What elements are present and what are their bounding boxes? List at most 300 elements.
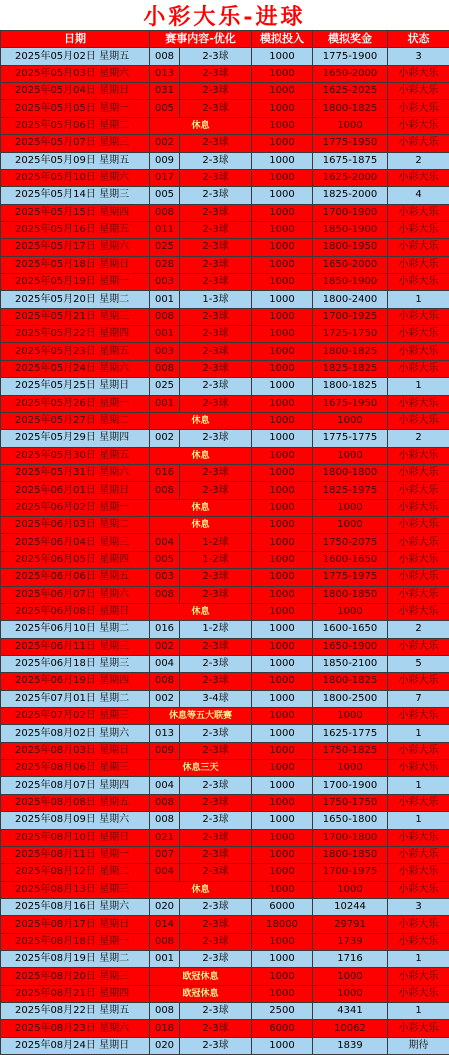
row-goal-range: 2-3球 bbox=[180, 256, 252, 273]
row-date: 2025年08月07日 星期四 bbox=[1, 777, 150, 794]
row-date: 2025年08月11日 星期一 bbox=[1, 846, 150, 863]
row-stake: 1000 bbox=[252, 551, 313, 568]
row-match-number: 008 bbox=[150, 360, 180, 377]
row-stake: 1000 bbox=[252, 135, 313, 152]
row-status: 期待 bbox=[388, 1037, 449, 1054]
table-row bbox=[1, 274, 449, 291]
row-stake: 1000 bbox=[252, 83, 313, 100]
row-goal-range: 2-3球 bbox=[180, 742, 252, 759]
table-row bbox=[1, 326, 449, 343]
row-stake: 18000 bbox=[252, 916, 313, 933]
row-date: 2025年05月23日 星期五 bbox=[1, 343, 150, 360]
row-date: 2025年08月03日 星期日 bbox=[1, 742, 150, 759]
row-rest-note: 休息 bbox=[150, 499, 252, 516]
row-status: 小彩大乐 bbox=[388, 308, 449, 325]
row-prize: 1000 bbox=[313, 881, 388, 898]
row-prize: 1600-1650 bbox=[313, 621, 388, 638]
row-goal-range: 2-3球 bbox=[180, 152, 252, 169]
table-row bbox=[1, 742, 449, 759]
row-match-number: 009 bbox=[150, 152, 180, 169]
row-stake: 1000 bbox=[252, 239, 313, 256]
row-date: 2025年05月09日 星期五 bbox=[1, 152, 150, 169]
row-prize: 1000 bbox=[313, 985, 388, 1002]
row-match-number: 008 bbox=[150, 48, 180, 65]
row-match-number: 005 bbox=[150, 100, 180, 117]
row-match-number: 002 bbox=[150, 690, 180, 707]
row-prize: 1000 bbox=[313, 412, 388, 429]
row-stake: 1000 bbox=[252, 725, 313, 742]
row-rest-note: 休息 bbox=[150, 412, 252, 429]
table-row bbox=[1, 603, 449, 620]
table-row bbox=[1, 221, 449, 238]
row-date: 2025年05月20日 星期二 bbox=[1, 291, 150, 308]
row-stake: 1000 bbox=[252, 274, 313, 291]
row-status: 小彩大乐 bbox=[388, 864, 449, 881]
row-prize: 1000 bbox=[313, 517, 388, 534]
row-date: 2025年07月02日 星期三 bbox=[1, 708, 150, 725]
row-match-number: 008 bbox=[150, 482, 180, 499]
row-stake: 1000 bbox=[252, 621, 313, 638]
table-row bbox=[1, 829, 449, 846]
row-prize: 1000 bbox=[313, 499, 388, 516]
row-goal-range: 2-3球 bbox=[180, 274, 252, 291]
row-stake: 1000 bbox=[252, 777, 313, 794]
row-date: 2025年05月18日 星期日 bbox=[1, 256, 150, 273]
row-prize: 1850-2100 bbox=[313, 655, 388, 672]
row-match-number: 005 bbox=[150, 187, 180, 204]
row-goal-range: 2-3球 bbox=[180, 829, 252, 846]
row-goal-range: 2-3球 bbox=[180, 846, 252, 863]
row-status: 小彩大乐 bbox=[388, 274, 449, 291]
table-row bbox=[1, 777, 449, 794]
row-status: 1 bbox=[388, 378, 449, 395]
row-match-number: 004 bbox=[150, 655, 180, 672]
row-goal-range: 2-3球 bbox=[180, 933, 252, 950]
row-stake: 1000 bbox=[252, 256, 313, 273]
row-date: 2025年06月10日 星期二 bbox=[1, 621, 150, 638]
sheet-title-bar bbox=[0, 0, 449, 30]
row-stake: 1000 bbox=[252, 48, 313, 65]
row-prize: 1800-1850 bbox=[313, 846, 388, 863]
row-goal-range: 2-3球 bbox=[180, 83, 252, 100]
row-match-number: 005 bbox=[150, 551, 180, 568]
row-date: 2025年05月19日 星期一 bbox=[1, 274, 150, 291]
row-prize: 1650-1900 bbox=[313, 638, 388, 655]
row-date: 2025年05月21日 星期三 bbox=[1, 308, 150, 325]
row-stake: 1000 bbox=[252, 846, 313, 863]
header-date: 日期 bbox=[1, 31, 150, 48]
row-goal-range: 2-3球 bbox=[180, 326, 252, 343]
table-row bbox=[1, 586, 449, 603]
table-row bbox=[1, 187, 449, 204]
row-goal-range: 2-3球 bbox=[180, 482, 252, 499]
row-prize: 1825-1825 bbox=[313, 360, 388, 377]
row-stake: 1000 bbox=[252, 708, 313, 725]
row-status: 小彩大乐 bbox=[388, 169, 449, 186]
row-match-number: 003 bbox=[150, 343, 180, 360]
row-goal-range: 2-3球 bbox=[180, 308, 252, 325]
table-row bbox=[1, 569, 449, 586]
row-rest-note: 休息等五大联赛 bbox=[150, 708, 252, 725]
row-stake: 1000 bbox=[252, 430, 313, 447]
row-date: 2025年07月01日 星期二 bbox=[1, 690, 150, 707]
table-row bbox=[1, 690, 449, 707]
row-rest-note: 休息 bbox=[150, 517, 252, 534]
row-goal-range: 2-3球 bbox=[180, 638, 252, 655]
row-status: 小彩大乐 bbox=[388, 360, 449, 377]
header-prize: 模拟奖金 bbox=[313, 31, 388, 48]
row-stake: 1000 bbox=[252, 117, 313, 134]
row-date: 2025年08月02日 星期六 bbox=[1, 725, 150, 742]
table-row bbox=[1, 343, 449, 360]
row-date: 2025年05月29日 星期四 bbox=[1, 430, 150, 447]
row-goal-range: 2-3球 bbox=[180, 204, 252, 221]
row-goal-range: 2-3球 bbox=[180, 169, 252, 186]
row-prize: 1600-1650 bbox=[313, 551, 388, 568]
row-status: 小彩大乐 bbox=[388, 673, 449, 690]
row-stake: 1000 bbox=[252, 760, 313, 777]
row-match-number: 008 bbox=[150, 933, 180, 950]
row-match-number: 008 bbox=[150, 204, 180, 221]
row-match-number: 020 bbox=[150, 1037, 180, 1054]
row-stake: 1000 bbox=[252, 447, 313, 464]
header-event: 赛事内容-优化 bbox=[150, 31, 252, 48]
row-date: 2025年08月19日 星期二 bbox=[1, 951, 150, 968]
row-status: 小彩大乐 bbox=[388, 256, 449, 273]
row-date: 2025年08月08日 星期五 bbox=[1, 794, 150, 811]
row-stake: 1000 bbox=[252, 308, 313, 325]
row-match-number: 002 bbox=[150, 135, 180, 152]
row-match-number: 025 bbox=[150, 239, 180, 256]
row-prize: 1775-1975 bbox=[313, 569, 388, 586]
row-match-number: 008 bbox=[150, 794, 180, 811]
table-row bbox=[1, 760, 449, 777]
row-stake: 1000 bbox=[252, 864, 313, 881]
row-prize: 1000 bbox=[313, 708, 388, 725]
row-status: 小彩大乐 bbox=[388, 412, 449, 429]
row-match-number: 002 bbox=[150, 430, 180, 447]
table-row bbox=[1, 412, 449, 429]
row-status: 小彩大乐 bbox=[388, 464, 449, 481]
row-goal-range: 2-3球 bbox=[180, 65, 252, 82]
row-status: 小彩大乐 bbox=[388, 100, 449, 117]
row-match-number: 018 bbox=[150, 1020, 180, 1037]
row-stake: 1000 bbox=[252, 985, 313, 1002]
table-row bbox=[1, 117, 449, 134]
row-status: 小彩大乐 bbox=[388, 638, 449, 655]
row-date: 2025年05月05日 星期一 bbox=[1, 100, 150, 117]
table-row bbox=[1, 447, 449, 464]
row-stake: 2500 bbox=[252, 1003, 313, 1020]
row-match-number: 031 bbox=[150, 83, 180, 100]
row-goal-range: 2-3球 bbox=[180, 395, 252, 412]
row-rest-note: 休息 bbox=[150, 881, 252, 898]
table-row bbox=[1, 464, 449, 481]
row-status: 小彩大乐 bbox=[388, 985, 449, 1002]
row-goal-range: 2-3球 bbox=[180, 812, 252, 829]
row-goal-range: 2-3球 bbox=[180, 777, 252, 794]
table-row bbox=[1, 169, 449, 186]
table-row bbox=[1, 378, 449, 395]
row-stake: 1000 bbox=[252, 464, 313, 481]
row-prize: 4341 bbox=[313, 1003, 388, 1020]
row-status: 小彩大乐 bbox=[388, 846, 449, 863]
row-goal-range: 2-3球 bbox=[180, 221, 252, 238]
table-row bbox=[1, 812, 449, 829]
records-body bbox=[1, 48, 449, 1055]
row-match-number: 003 bbox=[150, 274, 180, 291]
row-date: 2025年08月23日 星期六 bbox=[1, 1020, 150, 1037]
row-date: 2025年05月16日 星期五 bbox=[1, 221, 150, 238]
row-stake: 1000 bbox=[252, 482, 313, 499]
row-goal-range: 2-3球 bbox=[180, 464, 252, 481]
header-stake: 模拟投入 bbox=[252, 31, 313, 48]
row-status: 3 bbox=[388, 898, 449, 915]
row-match-number: 028 bbox=[150, 256, 180, 273]
row-goal-range: 1-2球 bbox=[180, 621, 252, 638]
row-stake: 1000 bbox=[252, 829, 313, 846]
row-date: 2025年06月07日 星期六 bbox=[1, 586, 150, 603]
row-status: 1 bbox=[388, 777, 449, 794]
row-status: 小彩大乐 bbox=[388, 742, 449, 759]
row-stake: 1000 bbox=[252, 881, 313, 898]
row-status: 小彩大乐 bbox=[388, 829, 449, 846]
table-row bbox=[1, 1037, 449, 1054]
row-status: 1 bbox=[388, 951, 449, 968]
row-stake: 1000 bbox=[252, 395, 313, 412]
row-date: 2025年06月04日 星期三 bbox=[1, 534, 150, 551]
table-row bbox=[1, 725, 449, 742]
table-row bbox=[1, 360, 449, 377]
row-prize: 1000 bbox=[313, 968, 388, 985]
table-row bbox=[1, 881, 449, 898]
row-stake: 1000 bbox=[252, 603, 313, 620]
row-goal-range: 2-3球 bbox=[180, 864, 252, 881]
row-prize: 1675-1950 bbox=[313, 395, 388, 412]
row-match-number: 008 bbox=[150, 586, 180, 603]
row-goal-range: 2-3球 bbox=[180, 1020, 252, 1037]
row-goal-range: 2-3球 bbox=[180, 916, 252, 933]
row-goal-range: 2-3球 bbox=[180, 673, 252, 690]
row-match-number: 008 bbox=[150, 812, 180, 829]
row-date: 2025年05月31日 星期六 bbox=[1, 464, 150, 481]
row-date: 2025年08月10日 星期日 bbox=[1, 829, 150, 846]
table-row bbox=[1, 638, 449, 655]
row-status: 2 bbox=[388, 621, 449, 638]
row-stake: 1000 bbox=[252, 499, 313, 516]
row-stake: 1000 bbox=[252, 673, 313, 690]
row-date: 2025年08月21日 星期四 bbox=[1, 985, 150, 1002]
row-prize: 1716 bbox=[313, 951, 388, 968]
row-date: 2025年05月24日 星期六 bbox=[1, 360, 150, 377]
row-match-number: 001 bbox=[150, 291, 180, 308]
row-date: 2025年06月03日 星期二 bbox=[1, 517, 150, 534]
row-prize: 1000 bbox=[313, 447, 388, 464]
table-row bbox=[1, 83, 449, 100]
row-status: 小彩大乐 bbox=[388, 794, 449, 811]
table-row bbox=[1, 204, 449, 221]
row-match-number: 001 bbox=[150, 326, 180, 343]
row-status: 3 bbox=[388, 48, 449, 65]
row-stake: 1000 bbox=[252, 933, 313, 950]
row-status: 小彩大乐 bbox=[388, 117, 449, 134]
row-prize: 10062 bbox=[313, 1020, 388, 1037]
row-goal-range: 2-3球 bbox=[180, 343, 252, 360]
row-stake: 1000 bbox=[252, 794, 313, 811]
table-row bbox=[1, 1020, 449, 1037]
row-status: 小彩大乐 bbox=[388, 603, 449, 620]
row-status: 小彩大乐 bbox=[388, 708, 449, 725]
row-stake: 1000 bbox=[252, 1037, 313, 1054]
row-rest-note: 休息 bbox=[150, 603, 252, 620]
row-match-number: 009 bbox=[150, 742, 180, 759]
row-prize: 1775-1950 bbox=[313, 135, 388, 152]
table-row bbox=[1, 100, 449, 117]
row-goal-range: 1-2球 bbox=[180, 551, 252, 568]
row-stake: 1000 bbox=[252, 569, 313, 586]
row-match-number: 004 bbox=[150, 534, 180, 551]
row-match-number: 003 bbox=[150, 569, 180, 586]
row-date: 2025年05月03日 星期六 bbox=[1, 65, 150, 82]
row-prize: 1725-1750 bbox=[313, 326, 388, 343]
row-goal-range: 2-3球 bbox=[180, 1003, 252, 1020]
row-date: 2025年08月09日 星期六 bbox=[1, 812, 150, 829]
row-rest-note: 休息 bbox=[150, 117, 252, 134]
row-rest-note: 欧冠休息 bbox=[150, 985, 252, 1002]
row-goal-range: 2-3球 bbox=[180, 569, 252, 586]
table-row bbox=[1, 933, 449, 950]
row-stake: 1000 bbox=[252, 100, 313, 117]
row-prize: 1625-1775 bbox=[313, 725, 388, 742]
row-match-number: 021 bbox=[150, 829, 180, 846]
row-prize: 1800-1850 bbox=[313, 586, 388, 603]
row-prize: 1625-2025 bbox=[313, 83, 388, 100]
row-stake: 1000 bbox=[252, 690, 313, 707]
table-row bbox=[1, 794, 449, 811]
row-goal-range: 2-3球 bbox=[180, 239, 252, 256]
row-prize: 1000 bbox=[313, 117, 388, 134]
row-goal-range: 3-4球 bbox=[180, 690, 252, 707]
row-goal-range: 2-3球 bbox=[180, 430, 252, 447]
records-table bbox=[0, 30, 449, 1055]
row-status: 5 bbox=[388, 655, 449, 672]
table-row bbox=[1, 65, 449, 82]
row-date: 2025年06月19日 星期四 bbox=[1, 673, 150, 690]
row-stake: 6000 bbox=[252, 898, 313, 915]
row-date: 2025年08月12日 星期二 bbox=[1, 864, 150, 881]
row-prize: 1700-1800 bbox=[313, 829, 388, 846]
row-match-number: 025 bbox=[150, 378, 180, 395]
row-date: 2025年05月06日 星期二 bbox=[1, 117, 150, 134]
row-status: 2 bbox=[388, 430, 449, 447]
row-prize: 1650-2000 bbox=[313, 65, 388, 82]
row-status: 1 bbox=[388, 812, 449, 829]
row-status: 小彩大乐 bbox=[388, 1020, 449, 1037]
table-row bbox=[1, 864, 449, 881]
row-date: 2025年08月24日 星期日 bbox=[1, 1037, 150, 1054]
row-status: 小彩大乐 bbox=[388, 83, 449, 100]
row-match-number: 011 bbox=[150, 221, 180, 238]
row-status: 小彩大乐 bbox=[388, 499, 449, 516]
row-match-number: 013 bbox=[150, 65, 180, 82]
row-date: 2025年06月06日 星期五 bbox=[1, 569, 150, 586]
table-row bbox=[1, 708, 449, 725]
row-prize: 1625-2000 bbox=[313, 169, 388, 186]
row-prize: 1839 bbox=[313, 1037, 388, 1054]
row-date: 2025年08月06日 星期三 bbox=[1, 760, 150, 777]
row-status: 小彩大乐 bbox=[388, 482, 449, 499]
row-goal-range: 2-3球 bbox=[180, 1037, 252, 1054]
row-stake: 1000 bbox=[252, 812, 313, 829]
row-date: 2025年08月18日 星期一 bbox=[1, 933, 150, 950]
row-date: 2025年08月22日 星期五 bbox=[1, 1003, 150, 1020]
table-row bbox=[1, 517, 449, 534]
row-status: 小彩大乐 bbox=[388, 569, 449, 586]
row-status: 小彩大乐 bbox=[388, 65, 449, 82]
row-status: 小彩大乐 bbox=[388, 517, 449, 534]
row-stake: 1000 bbox=[252, 378, 313, 395]
row-rest-note: 休息三天 bbox=[150, 760, 252, 777]
row-goal-range: 2-3球 bbox=[180, 48, 252, 65]
header-status: 状态 bbox=[388, 31, 449, 48]
row-status: 1 bbox=[388, 291, 449, 308]
row-stake: 6000 bbox=[252, 1020, 313, 1037]
row-match-number: 001 bbox=[150, 951, 180, 968]
row-prize: 1800-2500 bbox=[313, 690, 388, 707]
row-date: 2025年05月22日 星期四 bbox=[1, 326, 150, 343]
table-row bbox=[1, 916, 449, 933]
row-prize: 1750-1825 bbox=[313, 742, 388, 759]
row-stake: 1000 bbox=[252, 517, 313, 534]
row-prize: 1700-1900 bbox=[313, 204, 388, 221]
row-date: 2025年05月02日 星期五 bbox=[1, 48, 150, 65]
row-stake: 1000 bbox=[252, 534, 313, 551]
table-row bbox=[1, 1003, 449, 1020]
table-row bbox=[1, 239, 449, 256]
table-row bbox=[1, 395, 449, 412]
row-goal-range: 1-2球 bbox=[180, 534, 252, 551]
row-date: 2025年06月08日 星期日 bbox=[1, 603, 150, 620]
row-prize: 1800-1825 bbox=[313, 378, 388, 395]
row-status: 小彩大乐 bbox=[388, 933, 449, 950]
row-goal-range: 2-3球 bbox=[180, 187, 252, 204]
row-prize: 1775-1900 bbox=[313, 48, 388, 65]
row-status: 2 bbox=[388, 152, 449, 169]
table-row bbox=[1, 308, 449, 325]
row-stake: 1000 bbox=[252, 291, 313, 308]
table-row bbox=[1, 621, 449, 638]
table-row bbox=[1, 534, 449, 551]
row-goal-range: 2-3球 bbox=[180, 951, 252, 968]
row-status: 小彩大乐 bbox=[388, 916, 449, 933]
row-date: 2025年08月13日 星期三 bbox=[1, 881, 150, 898]
row-status: 小彩大乐 bbox=[388, 395, 449, 412]
row-match-number: 017 bbox=[150, 169, 180, 186]
row-match-number: 002 bbox=[150, 638, 180, 655]
row-goal-range: 2-3球 bbox=[180, 586, 252, 603]
row-stake: 1000 bbox=[252, 221, 313, 238]
row-rest-note: 休息 bbox=[150, 447, 252, 464]
row-status: 小彩大乐 bbox=[388, 881, 449, 898]
row-status: 7 bbox=[388, 690, 449, 707]
row-date: 2025年05月27日 星期二 bbox=[1, 412, 150, 429]
table-row bbox=[1, 655, 449, 672]
table-row bbox=[1, 135, 449, 152]
row-stake: 1000 bbox=[252, 65, 313, 82]
row-stake: 1000 bbox=[252, 204, 313, 221]
row-rest-note: 欧冠休息 bbox=[150, 968, 252, 985]
row-match-number: 013 bbox=[150, 725, 180, 742]
